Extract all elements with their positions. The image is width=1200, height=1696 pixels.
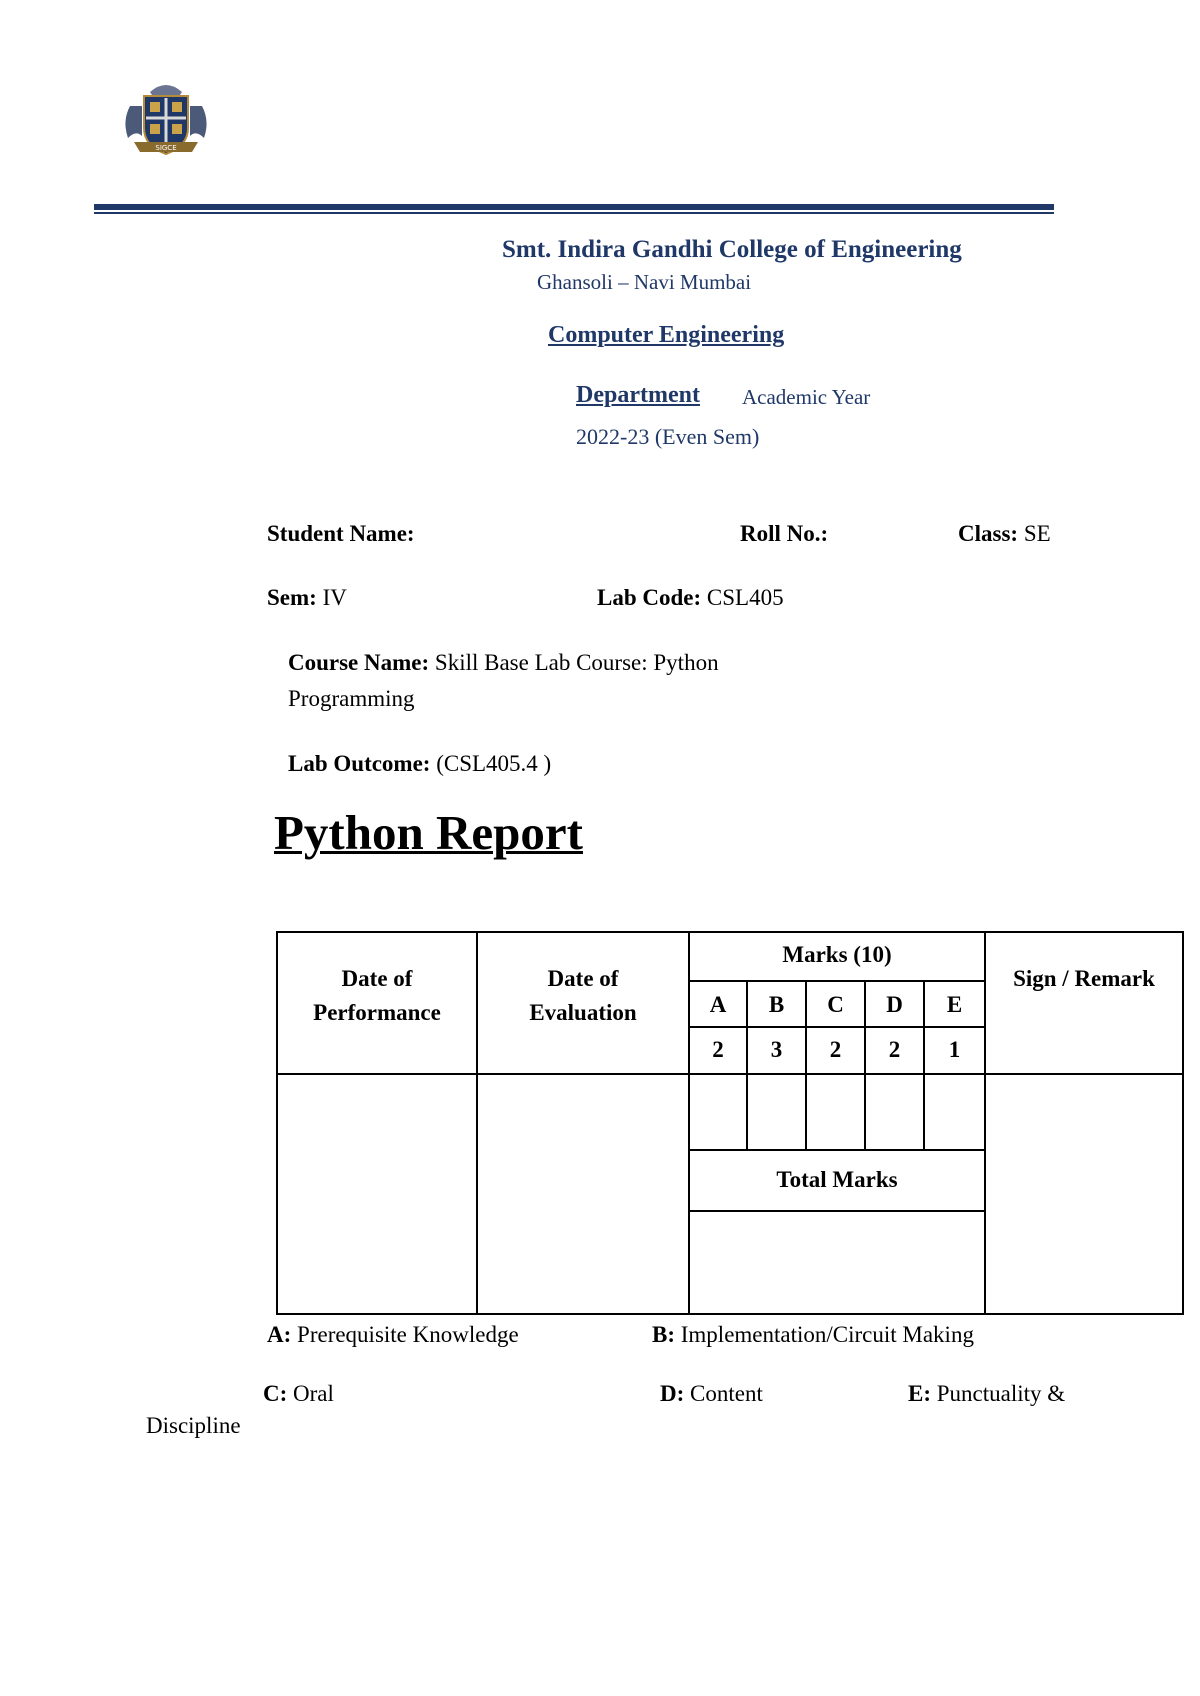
department-label: Department (576, 382, 700, 408)
legend-b-text: Implementation/Circuit Making (680, 1322, 974, 1347)
svg-text:SIGCE: SIGCE (155, 144, 177, 152)
legend-e-text-cont: Discipline (146, 1413, 241, 1438)
total-marks-label: Total Marks (776, 1167, 898, 1192)
legend-d-key: D: (660, 1381, 685, 1406)
max-marks-e: 1 (948, 1037, 961, 1062)
legend-a-text: Prerequisite Knowledge (297, 1322, 519, 1347)
max-marks-b: 3 (770, 1037, 783, 1062)
date-of-evaluation-line1: Date of (547, 966, 619, 991)
criteria-c: C (827, 992, 844, 1017)
college-crest-logo (120, 76, 212, 162)
legend-e-text: Punctuality & (936, 1381, 1066, 1406)
class-value: SE (1023, 521, 1051, 546)
course-name-value: Skill Base Lab Course: Python (434, 650, 719, 675)
date-of-evaluation-line2: Evaluation (529, 1000, 637, 1025)
date-of-performance-line2: Performance (313, 1000, 441, 1025)
date-of-performance-line1: Date of (341, 966, 413, 991)
legend-c-key: C: (263, 1381, 288, 1406)
academic-year-value: 2022-23 (Even Sem) (576, 424, 760, 449)
lab-code-label: Lab Code: (597, 585, 702, 610)
legend-a (267, 1322, 519, 1348)
marks-header: Marks (10) (782, 942, 892, 967)
college-location: Ghansoli – Navi Mumbai (537, 270, 752, 294)
course-name-field (288, 650, 719, 676)
lab-outcome-value: (CSL405.4 ) (436, 751, 552, 776)
class-field (958, 521, 1051, 547)
date-of-performance-header (278, 962, 476, 1030)
class-label: Class: (958, 521, 1019, 546)
sem-field (267, 585, 347, 611)
legend-b (652, 1322, 974, 1348)
criteria-a: A (709, 992, 727, 1017)
criteria-e: E (946, 992, 963, 1017)
student-name-field (267, 521, 415, 547)
criteria-d: D (886, 992, 903, 1017)
lab-outcome-label: Lab Outcome: (288, 751, 431, 776)
legend-d (660, 1381, 763, 1407)
roll-no-field (740, 521, 828, 547)
report-title: Python Report (274, 805, 583, 860)
legend-b-key: B: (652, 1322, 675, 1347)
lab-outcome-field (288, 751, 551, 777)
header-rule-thin (94, 212, 1054, 214)
department-name: Computer Engineering (548, 322, 785, 348)
course-name-value-cont: Programming (288, 686, 415, 711)
criteria-b: B (768, 992, 785, 1017)
max-marks-d: 2 (888, 1037, 901, 1062)
sign-remark-header: Sign / Remark (1013, 966, 1155, 991)
college-name: Smt. Indira Gandhi College of Engineering (502, 236, 962, 263)
legend-c-text: Oral (293, 1381, 334, 1406)
legend-a-key: A: (267, 1322, 292, 1347)
lab-code-value: CSL405 (706, 585, 784, 610)
roll-no-label: Roll No.: (740, 521, 829, 546)
legend-e (908, 1381, 1065, 1407)
legend-c (263, 1381, 334, 1407)
legend-e-key: E: (908, 1381, 931, 1406)
max-marks-a: 2 (712, 1037, 724, 1062)
max-marks-c: 2 (829, 1037, 842, 1062)
legend-d-text: Content (690, 1381, 763, 1406)
lab-code-field (597, 585, 784, 611)
student-name-label: Student Name: (267, 521, 415, 546)
header-rule-thick (94, 204, 1054, 210)
date-of-evaluation-header (478, 962, 688, 1030)
sem-label: Sem: (267, 585, 317, 610)
academic-year-label: Academic Year (742, 385, 871, 409)
sem-value: IV (322, 585, 347, 610)
course-name-label: Course Name: (288, 650, 430, 675)
